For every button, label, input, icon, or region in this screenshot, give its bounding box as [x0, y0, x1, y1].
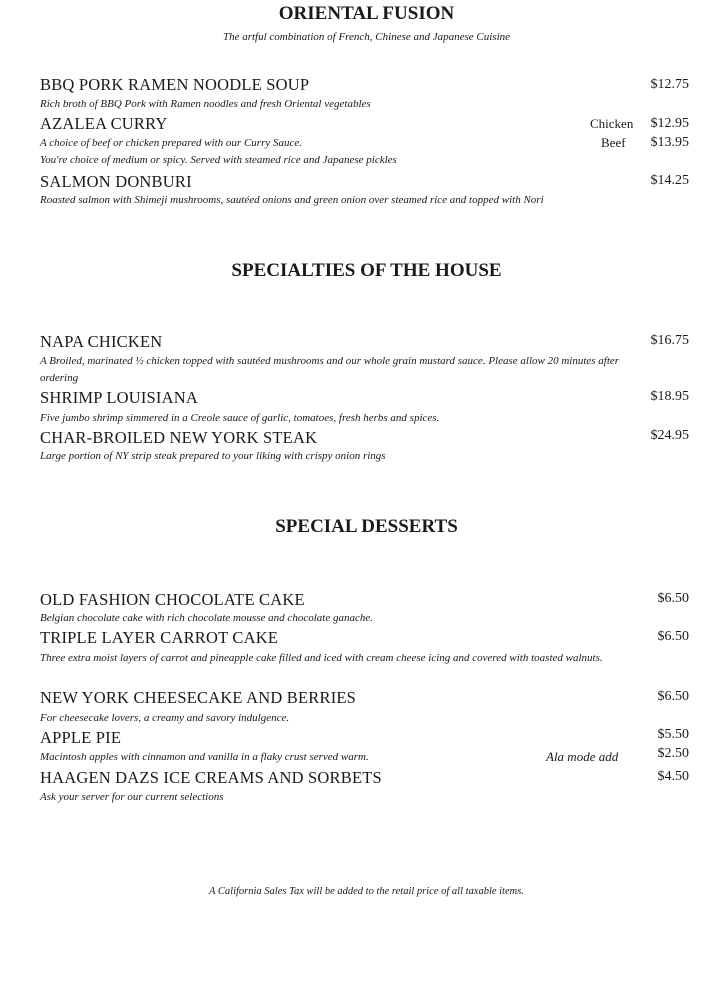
menu-item-name: AZALEA CURRY: [40, 114, 168, 133]
menu-item-description: Roasted salmon with Shimeji mushrooms, sautéed onions and green onion over steamed rice and topped with Nori: [40, 194, 544, 206]
sales-tax-notice: A California Sales Tax will be added to the retail price of all taxable items.: [209, 886, 524, 897]
menu-item-price: $18.95: [650, 389, 689, 404]
menu-item-description: Large portion of NY strip steak prepared to your liking with crispy onion rings: [40, 450, 386, 462]
menu-item-description: For cheesecake lovers, a creamy and savory indulgence.: [40, 712, 290, 724]
menu-item-price: $4.50: [657, 769, 689, 784]
price-label-beef: Beef: [601, 135, 626, 150]
menu-item-price-chicken: $12.95: [650, 116, 689, 131]
menu-item-name: NEW YORK CHEESECAKE AND BERRIES: [40, 688, 357, 707]
section-subtitle: The artful combination of French, Chinese and Japanese Cuisine: [222, 31, 511, 43]
section-title-desserts: SPECIAL DESSERTS: [275, 516, 458, 537]
menu-item-description: Macintosh apples with cinnamon and vanilla in a flaky crust served warm.: [40, 751, 369, 763]
menu-item-price: $14.25: [650, 173, 689, 188]
menu-item-name: CHAR-BROILED NEW YORK STEAK: [40, 428, 318, 447]
menu-item-name: HAAGEN DAZS ICE CREAMS AND SORBETS: [40, 768, 382, 787]
ala-mode-label: Ala mode add: [546, 749, 619, 764]
section-title-specialties: SPECIALTIES OF THE HOUSE: [231, 260, 502, 281]
menu-item-price: $5.50: [657, 727, 689, 742]
menu-item-price: $6.50: [657, 591, 689, 606]
ala-mode-price: $2.50: [657, 746, 689, 761]
menu-item-description: A choice of beef or chicken prepared with our Curry Sauce.: [40, 137, 303, 149]
menu-item-price: $24.95: [650, 428, 689, 443]
menu-item-price: $6.50: [657, 689, 689, 704]
menu-item-description: Ask your server for our current selections: [40, 791, 224, 803]
menu-item-price: $6.50: [657, 629, 689, 644]
menu-item-name: SHRIMP LOUISIANA: [40, 388, 198, 407]
menu-item-price-beef: $13.95: [650, 135, 689, 150]
menu-item-description: Five jumbo shrimp simmered in a Creole sauce of garlic, tomatoes, fresh herbs and spices.: [40, 412, 440, 424]
price-label-chicken: Chicken: [590, 116, 634, 131]
menu-item-name: TRIPLE LAYER CARROT CAKE: [40, 628, 279, 647]
menu-item-name: APPLE PIE: [40, 728, 122, 747]
menu-item-price: $12.75: [650, 77, 689, 92]
menu-item-name: BBQ PORK RAMEN NOODLE SOUP: [40, 75, 310, 94]
menu-item-description: Three extra moist layers of carrot and pineapple cake filled and iced with cream cheese icing and covered with toasted walnuts.: [40, 652, 603, 664]
menu-item-name: SALMON DONBURI: [40, 172, 192, 191]
menu-item-description: A Broiled, marinated ½ chicken topped with sautéed mushrooms and our whole grain mustard sauce. Please allow 20 minutes after ordering: [40, 355, 620, 384]
section-title-oriental-fusion: ORIENTAL FUSION: [278, 3, 455, 24]
menu-item-name: NAPA CHICKEN: [40, 332, 163, 351]
menu-item-price: $16.75: [650, 333, 689, 348]
menu-item-description: Belgian chocolate cake with rich chocolate mousse and chocolate ganache.: [40, 612, 373, 624]
menu-item-description: Rich broth of BBQ Pork with Ramen noodles and fresh Oriental vegetables: [40, 98, 371, 110]
menu-item-name: OLD FASHION CHOCOLATE CAKE: [40, 590, 305, 609]
menu-item-description-line2: You're choice of medium or spicy. Served with steamed rice and Japanese pickles: [40, 154, 397, 166]
